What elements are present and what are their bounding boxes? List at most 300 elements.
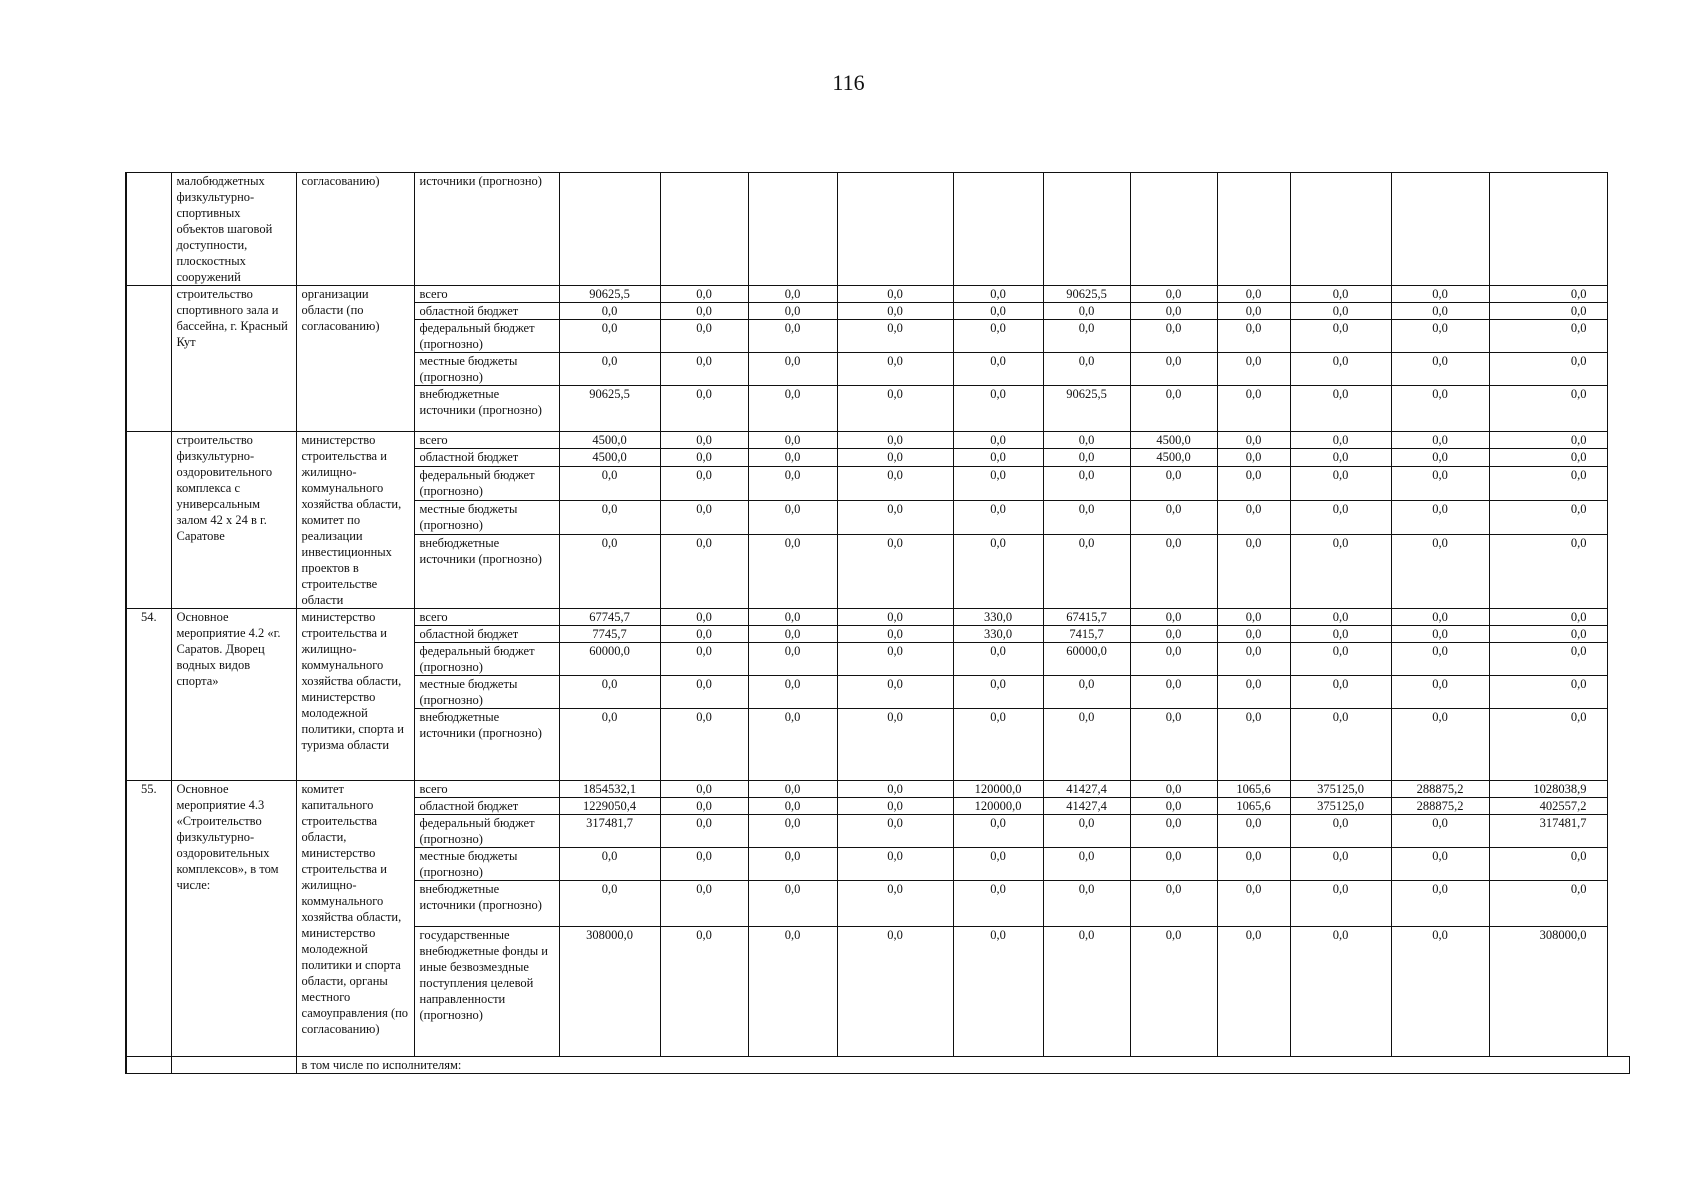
value-cell: 0,0 <box>660 848 748 881</box>
table-row <box>126 1057 1629 1074</box>
value-cell: 0,0 <box>837 626 953 643</box>
spacer-cell <box>1607 303 1629 320</box>
value-cell: 0,0 <box>953 466 1043 500</box>
value-cell: 0,0 <box>559 500 660 534</box>
value-cell: 0,0 <box>660 927 748 1057</box>
value-cell: 0,0 <box>1290 386 1391 432</box>
value-cell: 0,0 <box>1043 709 1130 781</box>
value-cell: 0,0 <box>748 643 837 676</box>
value-cell: 0,0 <box>1290 449 1391 466</box>
value-cell: 0,0 <box>953 815 1043 848</box>
measure-name-cell: Основное мероприятие 4.3 «Строительство физкультурно-оздоровительных комплексов», в том числе: <box>171 781 296 1057</box>
value-cell: 0,0 <box>1130 320 1217 353</box>
row-number-cell <box>126 1057 171 1074</box>
value-cell: 288875,2 <box>1391 798 1489 815</box>
value-cell: 0,0 <box>837 881 953 927</box>
value-cell: 0,0 <box>559 534 660 608</box>
value-cell: 0,0 <box>660 466 748 500</box>
value-cell: 0,0 <box>660 709 748 781</box>
value-cell: 0,0 <box>748 286 837 303</box>
value-cell: 0,0 <box>1217 534 1290 608</box>
value-cell: 0,0 <box>748 781 837 798</box>
value-cell: 0,0 <box>1043 848 1130 881</box>
value-cell: 375125,0 <box>1290 798 1391 815</box>
value-cell: 0,0 <box>1290 432 1391 449</box>
value-cell: 0,0 <box>837 449 953 466</box>
value-cell: 402557,2 <box>1489 798 1607 815</box>
value-cell: 0,0 <box>559 320 660 353</box>
value-cell: 0,0 <box>837 353 953 386</box>
footer-note-cell: в том числе по исполнителям: <box>296 1057 1629 1074</box>
value-cell: 0,0 <box>559 353 660 386</box>
funding-source-cell: всего <box>414 609 559 626</box>
measure-name-cell: малобюджетных физкультурно-спортивных объектов шаговой доступности, плоскостных сооружений <box>171 173 296 286</box>
value-cell: 0,0 <box>1217 609 1290 626</box>
table-row <box>126 432 1629 449</box>
value-cell: 7745,7 <box>559 626 660 643</box>
value-cell: 0,0 <box>660 432 748 449</box>
value-cell: 4500,0 <box>1130 432 1217 449</box>
value-cell: 0,0 <box>748 353 837 386</box>
value-cell: 0,0 <box>748 449 837 466</box>
value-cell: 0,0 <box>1043 815 1130 848</box>
value-cell: 41427,4 <box>1043 798 1130 815</box>
value-cell: 0,0 <box>1391 320 1489 353</box>
funding-source-cell: областной бюджет <box>414 626 559 643</box>
value-cell: 0,0 <box>1130 500 1217 534</box>
spacer-cell <box>1607 781 1629 798</box>
value-cell <box>660 173 748 286</box>
row-number-cell: 55. <box>126 781 171 1057</box>
value-cell: 0,0 <box>1217 320 1290 353</box>
value-cell: 0,0 <box>1130 848 1217 881</box>
value-cell: 0,0 <box>837 320 953 353</box>
value-cell: 0,0 <box>1043 927 1130 1057</box>
value-cell: 90625,5 <box>1043 386 1130 432</box>
spacer-cell <box>1607 709 1629 781</box>
value-cell: 0,0 <box>1130 626 1217 643</box>
value-cell: 0,0 <box>1391 286 1489 303</box>
value-cell: 0,0 <box>1290 534 1391 608</box>
spacer-cell <box>1607 386 1629 432</box>
value-cell: 0,0 <box>1489 432 1607 449</box>
value-cell: 0,0 <box>1489 303 1607 320</box>
row-number-cell <box>126 432 171 609</box>
value-cell: 0,0 <box>1217 466 1290 500</box>
funding-source-cell: местные бюджеты (прогнозно) <box>414 676 559 709</box>
spacer-cell <box>1607 626 1629 643</box>
value-cell: 0,0 <box>1391 432 1489 449</box>
value-cell: 0,0 <box>953 676 1043 709</box>
value-cell: 0,0 <box>559 676 660 709</box>
value-cell: 0,0 <box>1489 449 1607 466</box>
value-cell: 0,0 <box>748 303 837 320</box>
value-cell: 0,0 <box>1130 386 1217 432</box>
value-cell: 0,0 <box>748 848 837 881</box>
value-cell: 317481,7 <box>559 815 660 848</box>
value-cell: 0,0 <box>660 626 748 643</box>
spacer-cell <box>1607 466 1629 500</box>
value-cell: 0,0 <box>1290 709 1391 781</box>
funding-source-cell: местные бюджеты (прогнозно) <box>414 353 559 386</box>
value-cell: 0,0 <box>1290 286 1391 303</box>
value-cell: 0,0 <box>1217 848 1290 881</box>
value-cell: 41427,4 <box>1043 781 1130 798</box>
value-cell: 0,0 <box>559 848 660 881</box>
spacer-cell <box>1607 798 1629 815</box>
value-cell: 0,0 <box>1489 626 1607 643</box>
value-cell: 0,0 <box>953 709 1043 781</box>
value-cell: 330,0 <box>953 626 1043 643</box>
value-cell: 0,0 <box>1217 643 1290 676</box>
value-cell: 120000,0 <box>953 798 1043 815</box>
value-cell: 0,0 <box>1290 609 1391 626</box>
funding-source-cell: внебюджетные источники (прогнозно) <box>414 709 559 781</box>
value-cell: 60000,0 <box>559 643 660 676</box>
value-cell: 0,0 <box>1290 643 1391 676</box>
value-cell: 0,0 <box>837 709 953 781</box>
value-cell: 0,0 <box>748 534 837 608</box>
value-cell: 0,0 <box>837 676 953 709</box>
spacer-cell <box>1607 500 1629 534</box>
value-cell: 0,0 <box>1391 353 1489 386</box>
value-cell: 0,0 <box>1043 534 1130 608</box>
funding-source-cell: внебюджетные источники (прогнозно) <box>414 386 559 432</box>
value-cell: 0,0 <box>1290 927 1391 1057</box>
value-cell: 90625,5 <box>559 286 660 303</box>
value-cell: 0,0 <box>1043 303 1130 320</box>
funding-source-cell: внебюджетные источники (прогнозно) <box>414 534 559 608</box>
value-cell: 0,0 <box>1290 466 1391 500</box>
value-cell: 0,0 <box>1391 643 1489 676</box>
value-cell: 0,0 <box>660 286 748 303</box>
value-cell: 0,0 <box>1130 881 1217 927</box>
value-cell: 0,0 <box>1130 676 1217 709</box>
value-cell: 0,0 <box>953 643 1043 676</box>
value-cell <box>559 173 660 286</box>
spacer-cell <box>1607 848 1629 881</box>
value-cell: 0,0 <box>1130 534 1217 608</box>
value-cell: 0,0 <box>1217 449 1290 466</box>
funding-source-cell: областной бюджет <box>414 449 559 466</box>
executor-cell: министерство строительства и жилищно-коммунального хозяйства области, комитет по реализации инвестиционных проектов в строительстве области <box>296 432 414 609</box>
spacer-cell <box>1607 286 1629 303</box>
value-cell: 0,0 <box>1391 386 1489 432</box>
value-cell: 0,0 <box>1391 927 1489 1057</box>
value-cell <box>1043 173 1130 286</box>
spacer-cell <box>1607 432 1629 449</box>
value-cell <box>1217 173 1290 286</box>
value-cell: 0,0 <box>1290 303 1391 320</box>
spacer-cell <box>1607 676 1629 709</box>
value-cell: 0,0 <box>1217 709 1290 781</box>
value-cell: 0,0 <box>837 500 953 534</box>
value-cell: 0,0 <box>1489 609 1607 626</box>
value-cell: 0,0 <box>748 815 837 848</box>
value-cell: 0,0 <box>953 386 1043 432</box>
value-cell: 120000,0 <box>953 781 1043 798</box>
value-cell: 0,0 <box>1489 848 1607 881</box>
funding-source-cell: областной бюджет <box>414 798 559 815</box>
executor-cell: министерство строительства и жилищно-коммунального хозяйства области, министерство молодежной политики, спорта и туризма области <box>296 609 414 781</box>
value-cell: 330,0 <box>953 609 1043 626</box>
value-cell: 0,0 <box>1043 320 1130 353</box>
value-cell <box>1391 173 1489 286</box>
value-cell: 0,0 <box>660 534 748 608</box>
value-cell: 90625,5 <box>1043 286 1130 303</box>
value-cell: 4500,0 <box>559 432 660 449</box>
value-cell: 0,0 <box>1043 432 1130 449</box>
value-cell: 0,0 <box>1391 500 1489 534</box>
value-cell: 0,0 <box>1489 881 1607 927</box>
value-cell <box>748 173 837 286</box>
value-cell: 0,0 <box>660 676 748 709</box>
row-number-cell: 54. <box>126 609 171 781</box>
value-cell: 0,0 <box>660 798 748 815</box>
executor-cell: организации области (по согласованию) <box>296 286 414 432</box>
value-cell: 308000,0 <box>559 927 660 1057</box>
value-cell: 0,0 <box>1217 386 1290 432</box>
value-cell: 0,0 <box>1130 303 1217 320</box>
value-cell <box>1290 173 1391 286</box>
value-cell: 1229050,4 <box>559 798 660 815</box>
value-cell: 0,0 <box>1043 676 1130 709</box>
value-cell: 0,0 <box>559 303 660 320</box>
funding-source-cell: федеральный бюджет (прогнозно) <box>414 466 559 500</box>
value-cell: 0,0 <box>748 676 837 709</box>
value-cell: 0,0 <box>1217 286 1290 303</box>
value-cell: 0,0 <box>1489 643 1607 676</box>
value-cell: 0,0 <box>953 303 1043 320</box>
value-cell: 0,0 <box>1130 709 1217 781</box>
value-cell: 0,0 <box>660 500 748 534</box>
value-cell: 0,0 <box>1217 432 1290 449</box>
funding-source-cell: внебюджетные источники (прогнозно) <box>414 881 559 927</box>
value-cell: 0,0 <box>1217 303 1290 320</box>
spacer-cell <box>1607 173 1629 286</box>
spacer-cell <box>1607 320 1629 353</box>
value-cell: 317481,7 <box>1489 815 1607 848</box>
value-cell: 1854532,1 <box>559 781 660 798</box>
value-cell: 0,0 <box>953 927 1043 1057</box>
value-cell: 0,0 <box>1290 881 1391 927</box>
value-cell: 0,0 <box>1217 353 1290 386</box>
funding-source-cell: всего <box>414 286 559 303</box>
value-cell: 0,0 <box>1391 709 1489 781</box>
spacer-cell <box>1607 927 1629 1057</box>
spacer-cell <box>1607 353 1629 386</box>
value-cell: 0,0 <box>660 815 748 848</box>
value-cell: 0,0 <box>660 609 748 626</box>
value-cell: 0,0 <box>1217 927 1290 1057</box>
value-cell: 4500,0 <box>1130 449 1217 466</box>
value-cell <box>1489 173 1607 286</box>
value-cell: 0,0 <box>1043 353 1130 386</box>
funding-source-cell: федеральный бюджет (прогнозно) <box>414 815 559 848</box>
value-cell: 0,0 <box>1130 643 1217 676</box>
value-cell <box>837 173 953 286</box>
value-cell: 0,0 <box>953 500 1043 534</box>
value-cell: 67415,7 <box>1043 609 1130 626</box>
value-cell: 0,0 <box>1489 466 1607 500</box>
row-number-cell <box>126 173 171 286</box>
value-cell: 0,0 <box>953 353 1043 386</box>
value-cell: 0,0 <box>953 286 1043 303</box>
value-cell: 0,0 <box>660 303 748 320</box>
value-cell: 1065,6 <box>1217 781 1290 798</box>
value-cell: 0,0 <box>837 303 953 320</box>
value-cell: 0,0 <box>953 881 1043 927</box>
value-cell: 0,0 <box>660 353 748 386</box>
value-cell: 0,0 <box>1130 798 1217 815</box>
value-cell: 0,0 <box>660 449 748 466</box>
value-cell: 0,0 <box>953 449 1043 466</box>
value-cell: 0,0 <box>748 466 837 500</box>
spacer-cell <box>1607 815 1629 848</box>
value-cell: 0,0 <box>1489 500 1607 534</box>
value-cell: 0,0 <box>1391 609 1489 626</box>
value-cell: 0,0 <box>1217 815 1290 848</box>
measure-name-cell: строительство спортивного зала и бассейна, г. Красный Кут <box>171 286 296 432</box>
value-cell: 0,0 <box>1489 386 1607 432</box>
value-cell: 0,0 <box>748 432 837 449</box>
value-cell: 0,0 <box>1489 286 1607 303</box>
value-cell: 0,0 <box>1290 320 1391 353</box>
funding-source-cell: всего <box>414 781 559 798</box>
value-cell: 0,0 <box>837 798 953 815</box>
value-cell: 0,0 <box>1391 626 1489 643</box>
value-cell: 0,0 <box>1489 353 1607 386</box>
value-cell: 0,0 <box>1130 927 1217 1057</box>
value-cell: 0,0 <box>748 500 837 534</box>
funding-source-cell: государственные внебюджетные фонды и иные безвозмездные поступления целевой направленности (прогнозно) <box>414 927 559 1057</box>
value-cell: 0,0 <box>748 609 837 626</box>
table-row <box>126 286 1629 303</box>
value-cell: 0,0 <box>1043 466 1130 500</box>
value-cell: 0,0 <box>1391 466 1489 500</box>
value-cell: 0,0 <box>1391 676 1489 709</box>
executor-cell: согласованию) <box>296 173 414 286</box>
value-cell: 0,0 <box>1489 320 1607 353</box>
spacer-cell <box>1607 881 1629 927</box>
measure-name-cell: строительство физкультурно-оздоровительного комплекса с универсальным залом 42 х 24 в г. Саратове <box>171 432 296 609</box>
row-number-cell <box>126 286 171 432</box>
executor-cell: комитет капитального строительства области, министерство строительства и жилищно-коммунального хозяйства области, министерство молодежной политики и спорта области, органы местного самоуправления (по согласованию) <box>296 781 414 1057</box>
value-cell: 0,0 <box>1290 815 1391 848</box>
value-cell: 0,0 <box>837 781 953 798</box>
funding-source-cell: областной бюджет <box>414 303 559 320</box>
value-cell: 1065,6 <box>1217 798 1290 815</box>
value-cell: 0,0 <box>837 848 953 881</box>
value-cell: 0,0 <box>1391 848 1489 881</box>
value-cell: 0,0 <box>837 643 953 676</box>
value-cell: 0,0 <box>748 798 837 815</box>
value-cell: 0,0 <box>837 534 953 608</box>
value-cell: 0,0 <box>953 534 1043 608</box>
value-cell: 0,0 <box>1391 534 1489 608</box>
spacer-cell <box>1607 534 1629 608</box>
value-cell: 0,0 <box>660 881 748 927</box>
table-row <box>126 173 1629 286</box>
value-cell: 0,0 <box>1489 534 1607 608</box>
funding-source-cell: источники (прогнозно) <box>414 173 559 286</box>
value-cell: 0,0 <box>1290 500 1391 534</box>
funding-source-cell: местные бюджеты (прогнозно) <box>414 500 559 534</box>
page-number: 116 <box>832 70 865 95</box>
value-cell: 0,0 <box>837 466 953 500</box>
value-cell: 0,0 <box>837 432 953 449</box>
measure-name-cell <box>171 1057 296 1074</box>
value-cell: 0,0 <box>837 286 953 303</box>
funding-source-cell: федеральный бюджет (прогнозно) <box>414 643 559 676</box>
funding-source-cell: местные бюджеты (прогнозно) <box>414 848 559 881</box>
value-cell: 0,0 <box>1130 815 1217 848</box>
value-cell: 0,0 <box>1217 500 1290 534</box>
value-cell: 0,0 <box>748 881 837 927</box>
value-cell: 0,0 <box>953 848 1043 881</box>
value-cell: 0,0 <box>660 320 748 353</box>
value-cell: 0,0 <box>1217 881 1290 927</box>
value-cell: 0,0 <box>559 881 660 927</box>
value-cell: 0,0 <box>837 927 953 1057</box>
value-cell: 0,0 <box>1391 449 1489 466</box>
value-cell: 0,0 <box>1217 676 1290 709</box>
value-cell: 0,0 <box>748 320 837 353</box>
value-cell: 0,0 <box>953 432 1043 449</box>
value-cell: 0,0 <box>748 386 837 432</box>
value-cell: 0,0 <box>1043 881 1130 927</box>
value-cell: 0,0 <box>837 815 953 848</box>
value-cell: 1028038,9 <box>1489 781 1607 798</box>
value-cell: 0,0 <box>748 709 837 781</box>
value-cell: 4500,0 <box>559 449 660 466</box>
value-cell: 0,0 <box>660 643 748 676</box>
value-cell: 90625,5 <box>559 386 660 432</box>
value-cell: 0,0 <box>1130 781 1217 798</box>
value-cell: 0,0 <box>1489 676 1607 709</box>
value-cell <box>953 173 1043 286</box>
spacer-cell <box>1607 643 1629 676</box>
value-cell: 308000,0 <box>1489 927 1607 1057</box>
value-cell: 0,0 <box>748 626 837 643</box>
value-cell: 0,0 <box>559 709 660 781</box>
value-cell: 7415,7 <box>1043 626 1130 643</box>
value-cell: 0,0 <box>748 927 837 1057</box>
value-cell: 0,0 <box>1391 815 1489 848</box>
spacer-cell <box>1607 609 1629 626</box>
value-cell: 0,0 <box>1043 449 1130 466</box>
value-cell: 375125,0 <box>1290 781 1391 798</box>
value-cell: 0,0 <box>837 609 953 626</box>
value-cell: 0,0 <box>1130 609 1217 626</box>
value-cell: 67745,7 <box>559 609 660 626</box>
spacer-cell <box>1607 449 1629 466</box>
budget-table <box>125 172 1630 1074</box>
value-cell <box>1130 173 1217 286</box>
value-cell: 0,0 <box>1290 353 1391 386</box>
value-cell: 0,0 <box>1290 626 1391 643</box>
value-cell: 0,0 <box>660 781 748 798</box>
value-cell: 0,0 <box>837 386 953 432</box>
value-cell: 0,0 <box>1489 709 1607 781</box>
table-row <box>126 609 1629 626</box>
value-cell: 0,0 <box>1290 848 1391 881</box>
value-cell: 0,0 <box>1217 626 1290 643</box>
value-cell: 0,0 <box>559 466 660 500</box>
value-cell: 0,0 <box>1290 676 1391 709</box>
funding-source-cell: федеральный бюджет (прогнозно) <box>414 320 559 353</box>
value-cell: 0,0 <box>953 320 1043 353</box>
